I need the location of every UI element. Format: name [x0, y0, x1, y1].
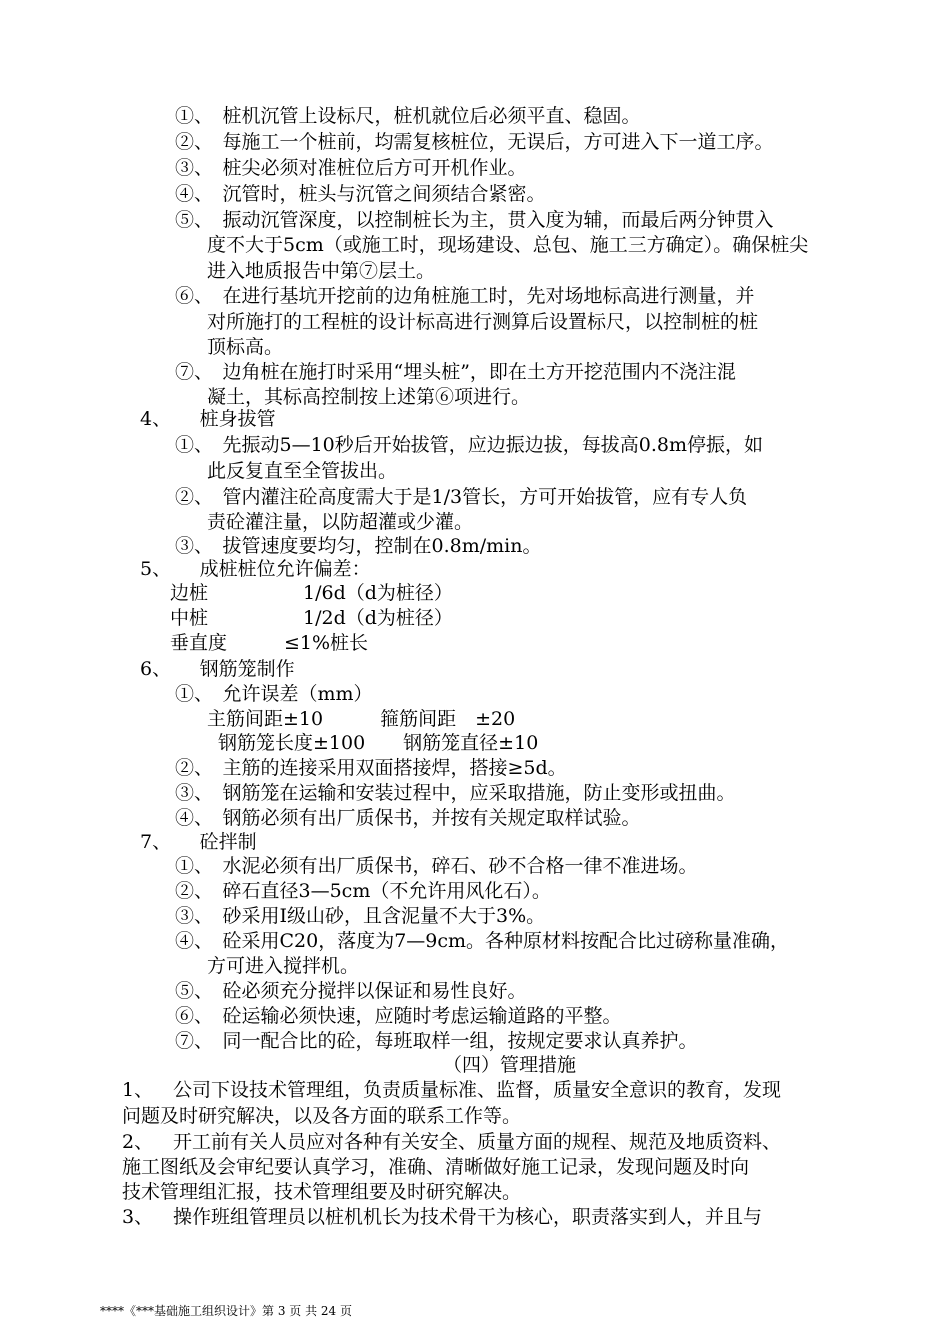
text-line: 公司下设技术管理组，负责质量标准、监督，质量安全意识的教育，发现 [173, 1079, 782, 1101]
text-line: ②、 每施工一个桩前，均需复核桩位，无误后，方可进入下一道工序。 [175, 131, 774, 153]
item-number: 2、 [122, 1131, 154, 1153]
text-line: ⑥、 砼运输必须快速，应随时考虑运输道路的平整。 [175, 1005, 622, 1027]
text-line: ③、 桩尖必须对准桩位后方可开机作业。 [175, 157, 527, 179]
item-number: 1、 [122, 1079, 154, 1101]
text-line: ⑦、 同一配合比的砼，每班取样一组，按规定要求认真养护。 [175, 1030, 698, 1052]
text-line: 责砼灌注量，以防超灌或少灌。 [207, 511, 474, 533]
section-title: （四）管理措施 [443, 1054, 577, 1076]
text-line: ⑦、 边角桩在施打时采用“埋头桩”，即在土方开挖范围内不浇注混 [175, 361, 736, 383]
text-line: ③、 拔管速度要均匀，控制在0.8m/min。 [175, 535, 542, 557]
text-line: ②、 管内灌注砼高度需大于是1/3管长，方可开始拔管，应有专人负 [175, 486, 748, 508]
text-line: 进入地质报告中第⑦层土。 [207, 260, 436, 282]
text-line: 边桩 1/6d（d为桩径） [170, 582, 453, 604]
text-line: 此反复直至全管拔出。 [207, 460, 398, 482]
text-line: ①、 桩机沉管上设标尺，桩机就位后必须平直、稳固。 [175, 105, 641, 127]
text-line: ③、 砂采用Ⅰ级山砂，且含泥量不大于3%。 [175, 905, 546, 927]
text-line: 开工前有关人员应对各种有关安全、质量方面的规程、规范及地质资料、 [173, 1131, 782, 1153]
text-line: 顶标高。 [207, 336, 284, 358]
section-heading: 5、 成桩桩位允许偏差： [140, 558, 371, 580]
text-line: 钢筋笼长度±100 钢筋笼直径±10 [218, 732, 539, 754]
text-line: 垂直度 ≤1%桩长 [170, 632, 369, 654]
text-line: ⑤、 振动沉管深度，以控制桩长为主，贯入度为辅，而最后两分钟贯入 [175, 209, 774, 231]
text-line: 对所施打的工程桩的设计标高进行测算后设置标尺，以控制桩的桩 [207, 311, 759, 333]
text-line: 主筋间距±10 箍筋间距 ±20 [207, 708, 516, 730]
text-line: 问题及时研究解决，以及各方面的联系工作等。 [122, 1105, 522, 1127]
text-line: ①、 允许误差（mm） [175, 683, 373, 705]
text-line: ②、 碎石直径3—5cm（不允许用风化石）。 [175, 880, 551, 902]
text-line: ②、 主筋的连接采用双面搭接焊，搭接≥5d。 [175, 757, 567, 779]
text-line: 方可进入搅拌机。 [207, 955, 360, 977]
text-line: ①、 水泥必须有出厂质保书，碎石、砂不合格一律不准进场。 [175, 855, 698, 877]
text-line: 操作班组管理员以桩机机长为技术骨干为核心，职责落实到人，并且与 [173, 1206, 763, 1228]
text-line: ①、 先振动5—10秒后开始拔管，应边振边拔，每拔高0.8m停振，如 [175, 434, 763, 456]
text-line: 度不大于5cm（或施工时，现场建设、总包、施工三方确定）。确保桩尖 [207, 234, 809, 256]
text-line: ④、 沉管时，桩头与沉管之间须结合紧密。 [175, 183, 546, 205]
text-line: ④、 砼采用C20，落度为7—9cm。各种原材料按配合比过磅称量准确， [175, 930, 790, 952]
text-line: 凝土，其标高控制按上述第⑥项进行。 [207, 386, 531, 408]
item-number: 3、 [122, 1206, 154, 1228]
section-heading: 4、 桩身拔管 [140, 408, 276, 430]
section-heading: 7、 砼拌制 [140, 831, 257, 853]
page-footer: ****《***基础施工组织设计》第 3 页 共 24 页 [100, 1304, 352, 1318]
text-line: ③、 钢筋笼在运输和安装过程中，应采取措施，防止变形或扭曲。 [175, 782, 736, 804]
text-line: 施工图纸及会审纪要认真学习，准确、清晰做好施工记录，发现问题及时向 [122, 1156, 750, 1178]
text-line: 中桩 1/2d（d为桩径） [170, 607, 453, 629]
text-line: 技术管理组汇报，技术管理组要及时研究解决。 [122, 1181, 522, 1203]
text-line: ⑤、 砼必须充分搅拌以保证和易性良好。 [175, 980, 527, 1002]
text-line: ④、 钢筋必须有出厂质保书，并按有关规定取样试验。 [175, 807, 641, 829]
section-heading: 6、 钢筋笼制作 [140, 658, 295, 680]
text-line: ⑥、 在进行基坑开挖前的边角桩施工时，先对场地标高进行测量，并 [175, 285, 755, 307]
